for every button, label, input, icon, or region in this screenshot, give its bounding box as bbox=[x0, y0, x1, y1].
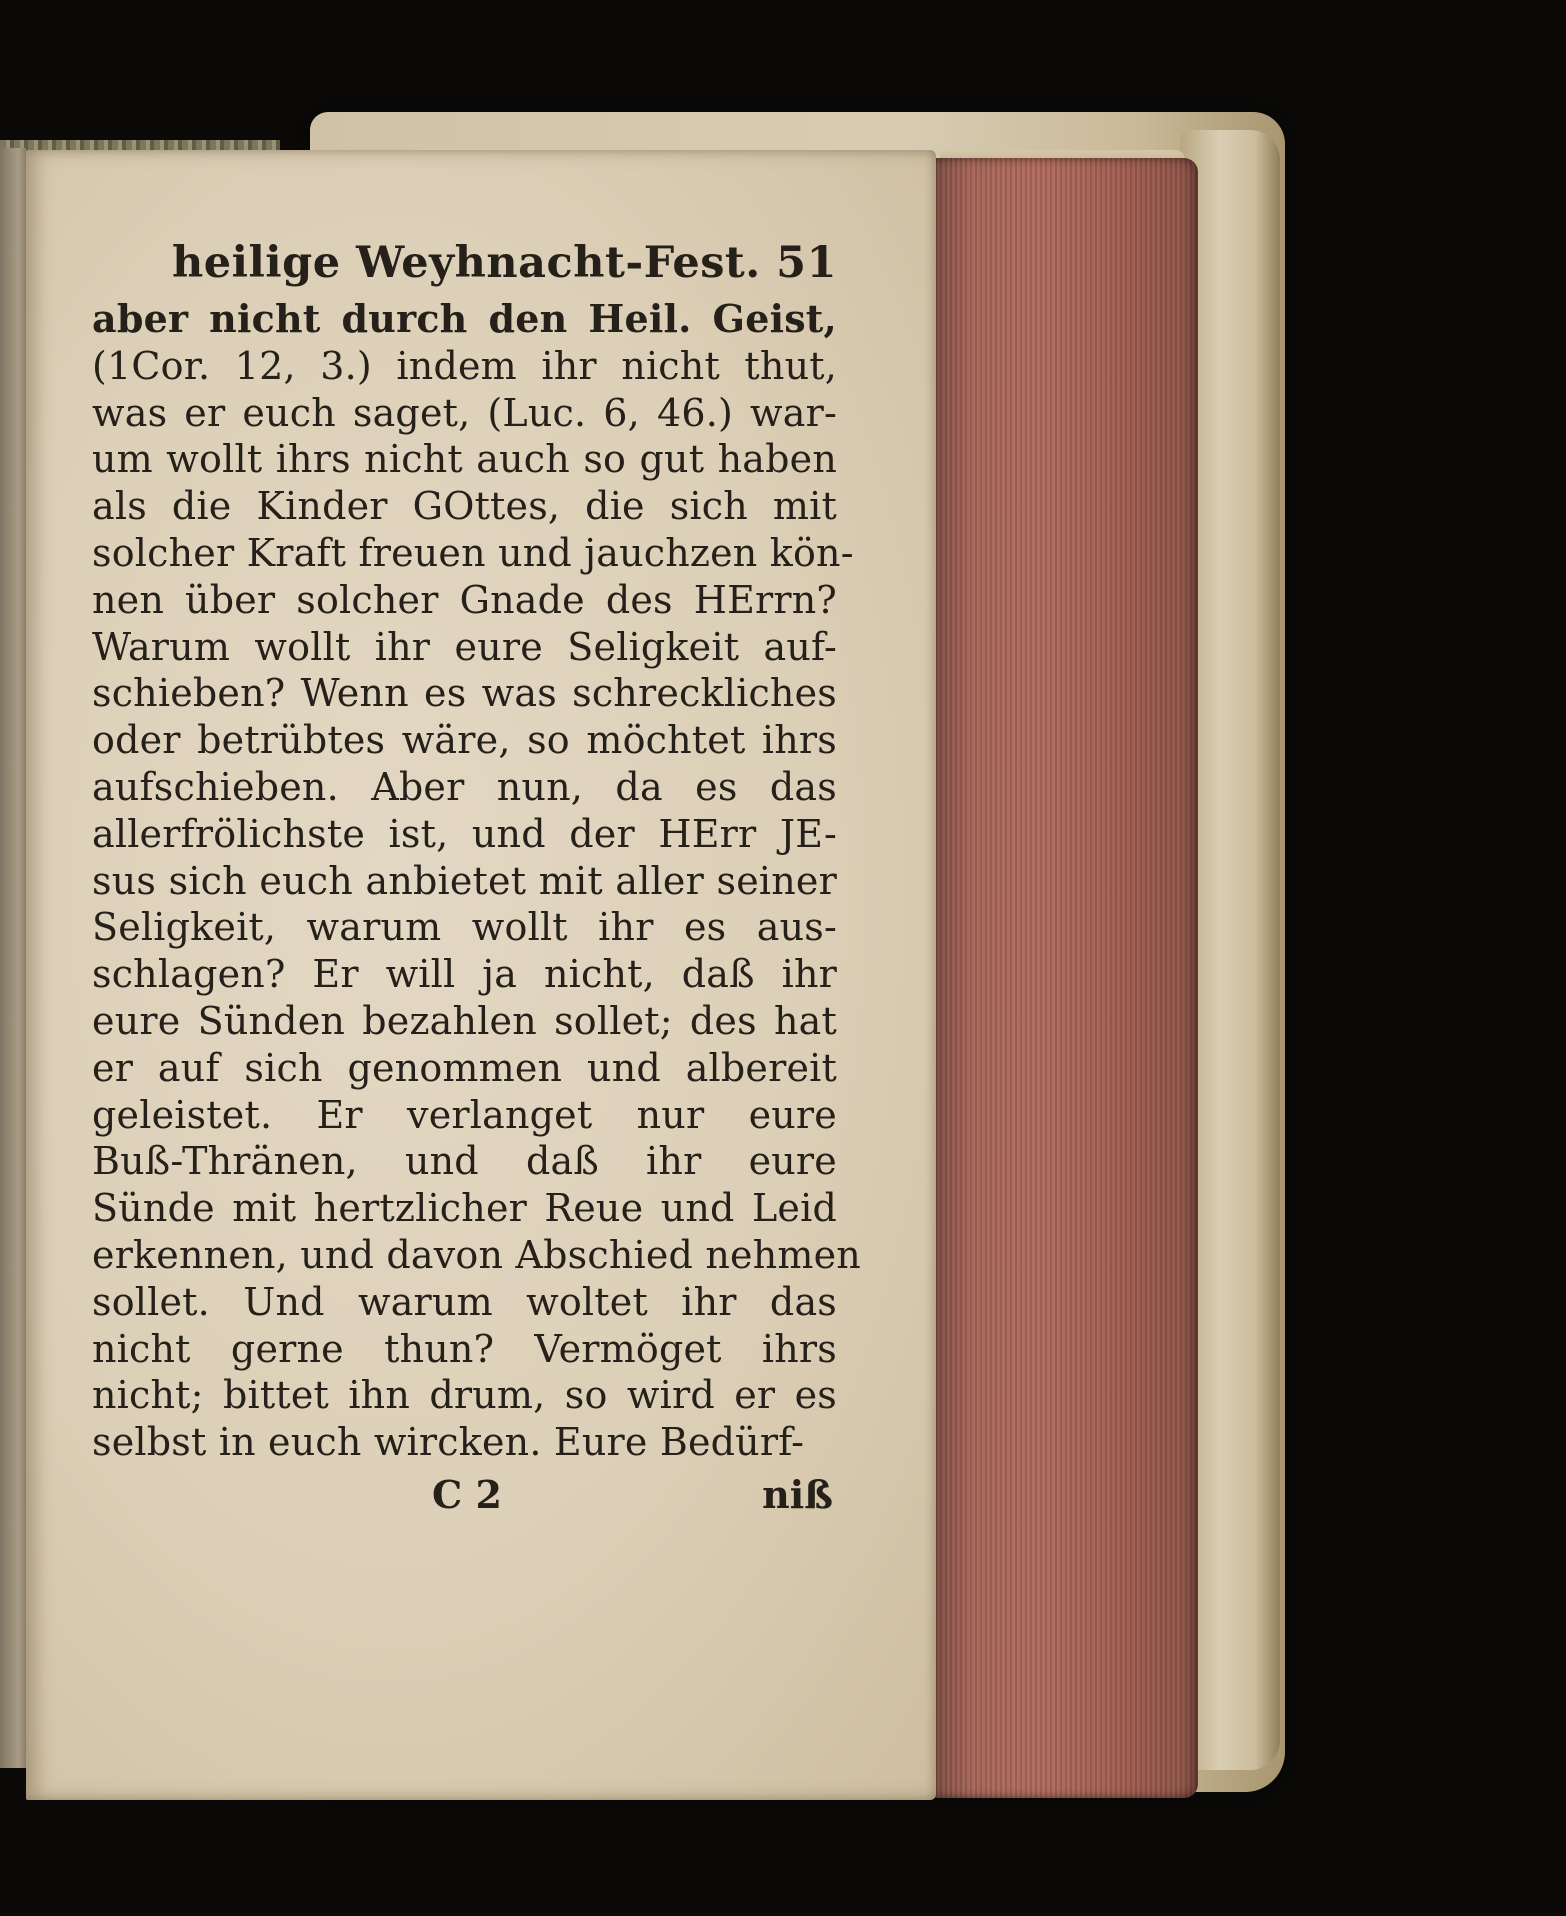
text-line: nen über solcher Gnade des HErrn? bbox=[92, 577, 837, 622]
catchword: niß bbox=[762, 1471, 833, 1517]
book-page bbox=[26, 150, 936, 1800]
text-line: Buß-Thränen, und daß ihr eure bbox=[92, 1139, 837, 1184]
text-line: aber nicht durch den Heil. Geist, bbox=[92, 296, 837, 341]
text-line: um wollt ihrs nicht auch so gut haben bbox=[92, 437, 837, 482]
text-line: solcher Kraft freuen und jauchzen kön- bbox=[92, 530, 854, 575]
signature-mark: C 2 bbox=[432, 1471, 502, 1517]
text-line: Warum wollt ihr eure Seligkeit auf- bbox=[92, 624, 837, 669]
text-line: schieben? Wenn es was schreckliches bbox=[92, 671, 837, 716]
text-line: schlagen? Er will ja nicht, daß ihr bbox=[92, 952, 837, 997]
text-line: aufschieben. Aber nun, da es das bbox=[92, 764, 837, 809]
previous-page-edge bbox=[0, 148, 26, 1768]
text-line: nicht gerne thun? Vermöget ihrs bbox=[92, 1326, 837, 1371]
text-line: Seligkeit, warum wollt ihr es aus- bbox=[92, 905, 837, 950]
text-line: Sünde mit hertzlicher Reue und Leid bbox=[92, 1186, 837, 1231]
text-line: was er euch saget, (Luc. 6, 46.) war- bbox=[92, 390, 837, 435]
page-number: 51 bbox=[776, 238, 837, 288]
page-header bbox=[92, 238, 837, 296]
text-line: eure Sünden bezahlen sollet; des hat bbox=[92, 998, 837, 1043]
page-footer bbox=[92, 1472, 837, 1524]
running-head: heilige Weyhnacht-Fest. bbox=[172, 238, 761, 288]
text-line: er auf sich genommen und albereit bbox=[92, 1045, 837, 1090]
text-line: geleistet. Er verlanget nur eure bbox=[92, 1092, 837, 1137]
red-page-edges bbox=[930, 158, 1198, 1798]
text-line: erkennen, und davon Abschied nehmen bbox=[92, 1232, 861, 1277]
text-line: als die Kinder GOttes, die sich mit bbox=[92, 484, 837, 529]
text-line: oder betrübtes wäre, so möchtet ihrs bbox=[92, 718, 837, 763]
text-line: (1Cor. 12, 3.) indem ihr nicht thut, bbox=[92, 343, 837, 388]
text-line: sus sich euch anbietet mit aller seiner bbox=[92, 858, 837, 903]
text-line: allerfrölichste ist, und der HErr JE- bbox=[92, 811, 837, 856]
text-line: sollet. Und warum woltet ihr das bbox=[92, 1279, 837, 1324]
page-text-block bbox=[92, 238, 861, 1524]
text-line: nicht; bittet ihn drum, so wird er es bbox=[92, 1373, 837, 1418]
text-line: selbst in euch wircken. Eure Bedürf- bbox=[92, 1420, 805, 1465]
